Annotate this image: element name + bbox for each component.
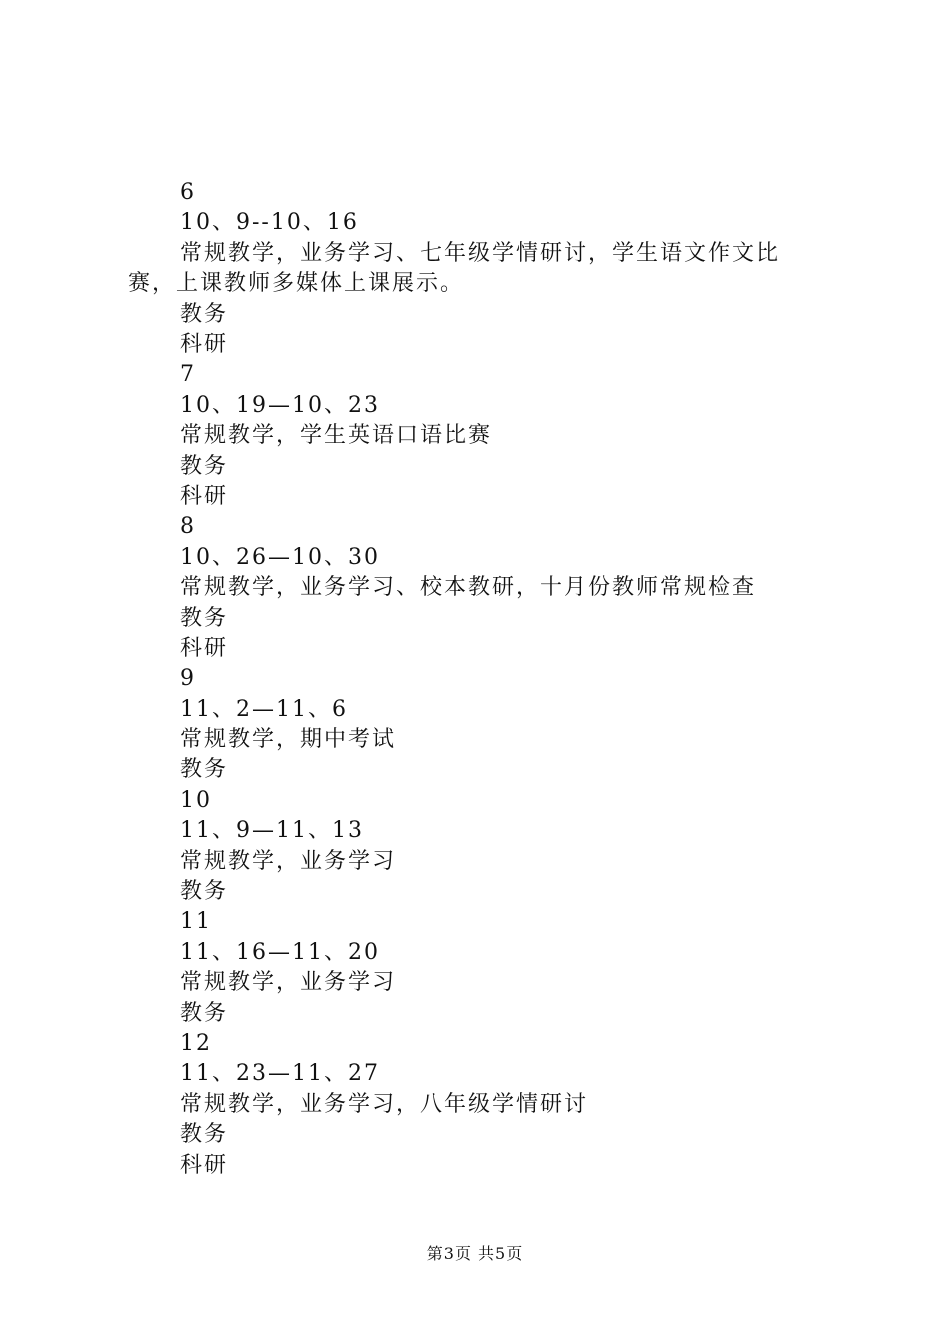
date-range: 10、19—10、23 [180,392,380,418]
week-number: 6 [180,180,196,205]
department: 教务 [180,1000,229,1026]
week-number: 11 [180,909,212,935]
activity-description: 常规教学，业务学习，八年级学情研讨 [180,1091,589,1117]
date-range: 11、9—11、13 [180,818,364,844]
activity-description: 常规教学，学生英语口语比赛 [180,423,493,449]
activity-description: 常规教学，期中考试 [180,727,397,753]
activity-line: 常规教学，业务学习、七年级学情研讨，学生语文作文比 [180,240,781,266]
week-number: 7 [180,362,196,388]
activity-description: 常规教学，业务学习、校本教研，十月份教师常规检查 [180,575,757,601]
department: 科研 [180,635,229,661]
page-footer: 第3页 共5页 [426,1244,524,1263]
date-range: 11、16—11、20 [180,939,380,965]
date-range: 10、26—10、30 [180,544,380,570]
week-number: 9 [180,666,196,692]
date-range: 11、2—11、6 [180,696,348,722]
week-number: 12 [180,1030,212,1056]
activity-line-continued: 赛，上课教师多媒体上课展示。 [128,271,465,297]
week-number: 8 [180,514,196,540]
department: 科研 [180,483,229,509]
schedule-content [128,178,840,1181]
department: 教务 [180,1122,229,1148]
activity-description: 常规教学，业务学习 [180,970,397,996]
activity-description: 常规教学，业务学习 [180,848,397,874]
department: 教务 [180,453,229,479]
date-range: 10、9--10、16 [180,210,359,236]
department: 教务 [180,757,229,783]
department: 教务 [180,605,229,631]
activity-description [128,239,840,300]
department: 教务 [180,879,229,905]
department: 科研 [180,331,229,357]
date-range: 11、23—11、27 [180,1061,380,1087]
week-number: 10 [180,787,212,813]
department: 教务 [180,301,229,327]
department: 科研 [180,1152,229,1178]
